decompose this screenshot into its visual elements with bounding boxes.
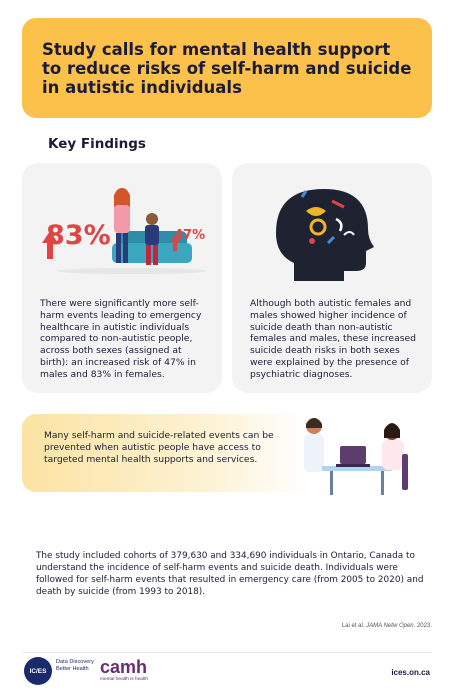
title-banner (22, 18, 432, 118)
website-link[interactable]: ices.on.ca (391, 668, 430, 677)
camh-tagline: mental health is health (100, 677, 148, 682)
prevention-banner (22, 414, 432, 492)
prevention-text: Many self-harm and suicide-related events can be prevented when autistic people have access to targeted mental health supports and services. (44, 430, 274, 465)
ices-logo: IC/ES (24, 657, 52, 685)
finding-card-suicide (232, 163, 432, 393)
ices-tagline: Data Discovery Better Health (56, 659, 94, 672)
head-thoughts-icon (232, 171, 432, 296)
suicide-finding-text: Although both autistic females and males showed higher incidence of suicide death than non-autistic females and males, these increased suicide death risks in both sexes were explained by the presence of psychiatric diagnoses. (250, 298, 416, 380)
male-risk-stat: 47% (174, 228, 206, 243)
self-harm-finding-text: There were significantly more self-harm events leading to emergency healthcare in autistic individuals compared to non-autistic people, across both sexes (assigned at birth): an increased risk of 47% in males and 83% in females. (40, 298, 202, 380)
counselling-illustration (284, 404, 424, 496)
page-title: Study calls for mental health support to reduce risks of self-harm and suicide in autistic individuals (42, 40, 412, 97)
footer-divider (22, 652, 432, 653)
finding-card-self-harm (22, 163, 222, 393)
citation-year: . 2023. (413, 623, 432, 629)
female-risk-stat: 83% (46, 220, 111, 251)
camh-logo (100, 658, 148, 682)
camh-wordmark: camh (100, 657, 148, 677)
study-description: The study included cohorts of 379,630 and 334,690 individuals in Ontario, Canada to understand the incidence of self-harm events and suicide death. Individuals were followed for self-harm events that resulted in emergency care (from 2005 to 2020) and death by suicide (from 1993 to 2018). (36, 551, 424, 597)
key-findings-heading: Key Findings (48, 136, 146, 152)
citation-journal: JAMA Netw Open (366, 623, 414, 629)
citation-authors: Lai et al. (341, 623, 367, 629)
citation (342, 623, 432, 629)
